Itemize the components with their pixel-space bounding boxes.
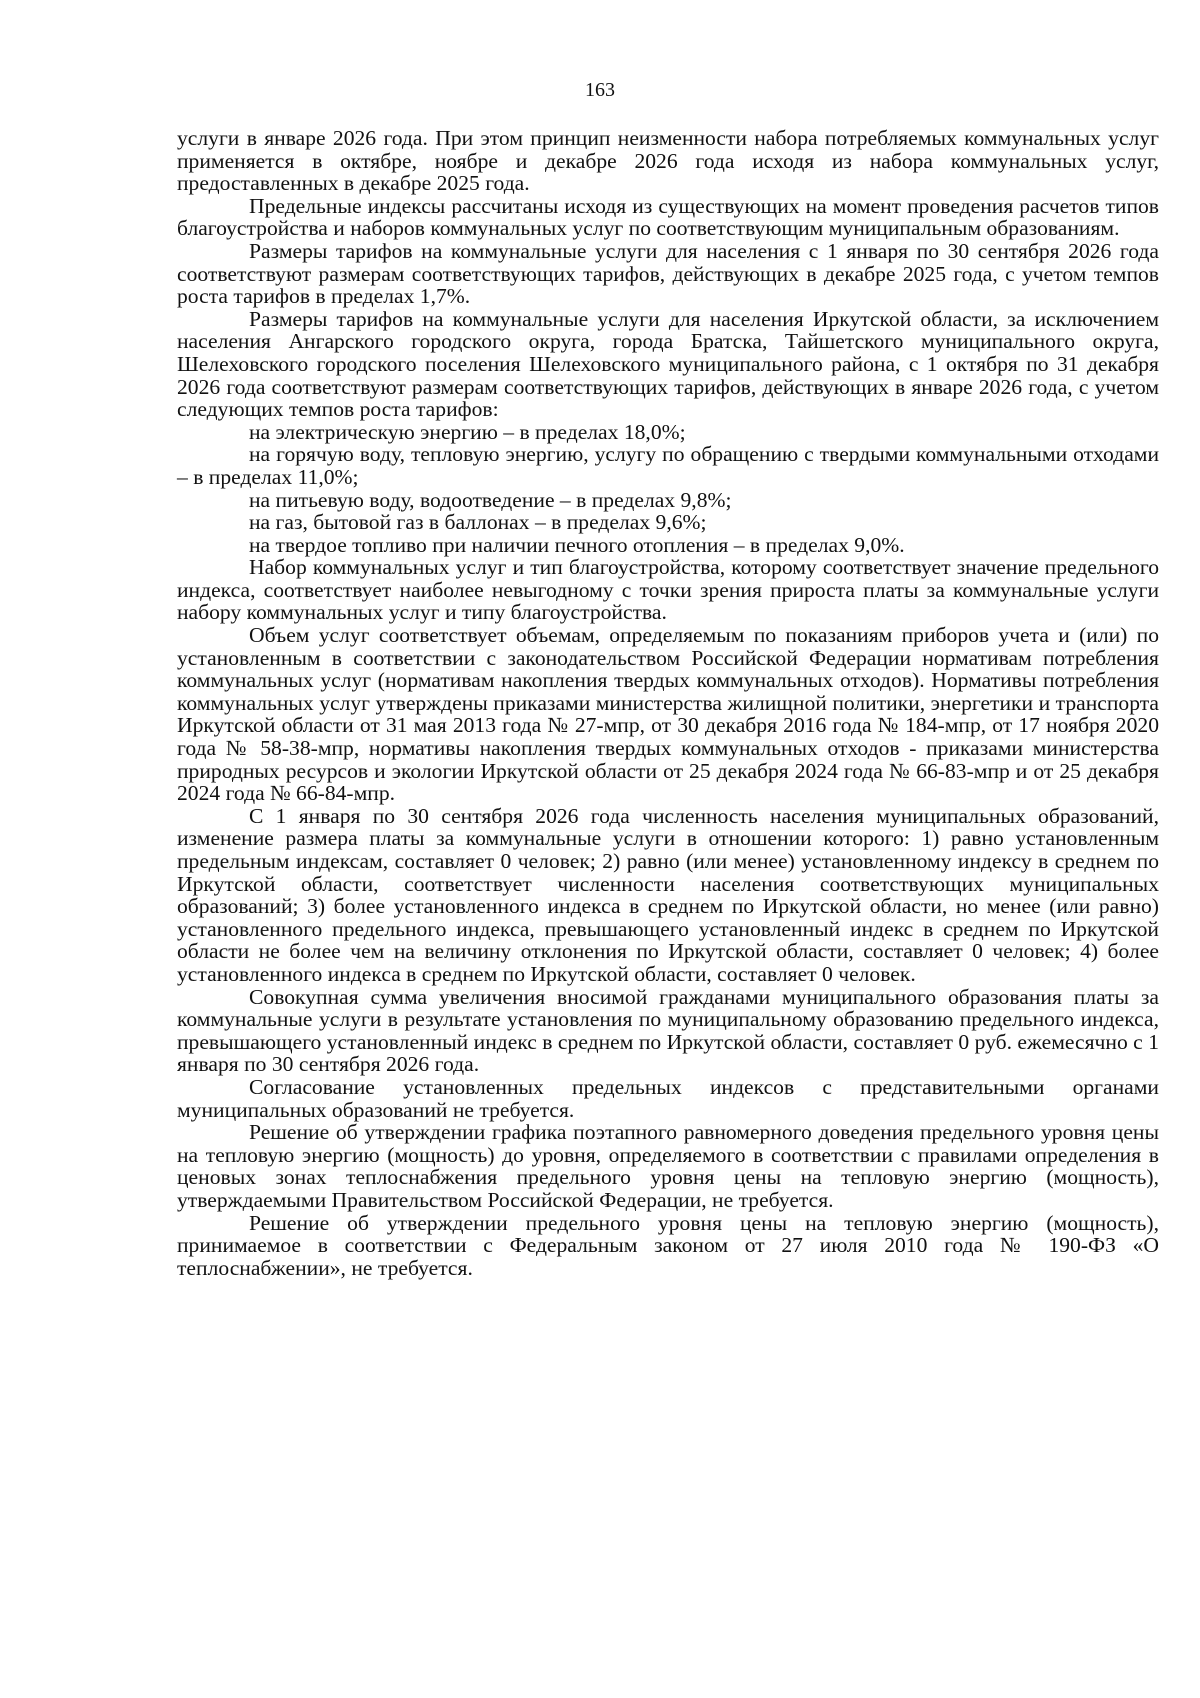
list-item-gas: на газ, бытовой газ в баллонах – в пределах 9,6%; [249, 510, 707, 535]
paragraph-tariffs-jan-sep: Размеры тарифов на коммунальные услуги для населения с 1 января по 30 сентября 2026 года соответствуют размерам соответствующих тарифов, действующих в декабре 2025 года, с учетом темпов роста тарифов в пределах 1,7%. [177, 238, 1159, 309]
paragraph-approval: Согласование установленных предельных индексов с представительными органами муниципальных образований не требуется. [177, 1074, 1159, 1122]
paragraph-indices-calculation: Предельные индексы рассчитаны исходя из существующих на момент проведения расчетов типов благоустройства и наборов коммунальных услуг по соответствующим муниципальным образованиям. [177, 193, 1159, 241]
paragraph-services-set: Набор коммунальных услуг и тип благоустройства, которому соответствует значение предельного индекса, соответствует наиболее невыгодному с точки зрения прироста платы за коммунальные услуги набору коммунальных услуг и типу благоустройства. [177, 555, 1159, 625]
page-number: 163 [585, 79, 615, 101]
paragraph-heat-price-schedule: Решение об утверждении графика поэтапного равномерного доведения предельного уровня цены на тепловую энергию (мощность) до уровня, определяемого в соответствии с правилами определения в ценовых зонах теплоснабжения предельного уровня цены на тепловую энергию (мощность), утверждаемыми Правительством Российской Федерации, не требуется. [177, 1120, 1159, 1212]
paragraph-total-sum: Совокупная сумма увеличения вносимой гражданами муниципального образования платы за коммунальные услуги в результате установления по муниципальному образованию предельного индекса, превышающего установленный индекс в среднем по Иркутской области, составляет 0 руб. ежемесячно с 1 января по 30 сентября 2026 года. [177, 984, 1159, 1077]
paragraph-service-volume: Объем услуг соответствует объемам, определяемым по показаниям приборов учета и (или) по установленным в соответствии с законодательством Российской Федерации нормативам потребления коммунальных услуг (нормативам накопления твердых коммунальных отходов). Нормативы потребления коммунальных услуг утверждены приказами министерства жилищной политики, энергетики и транспорта Иркутской области от 31 мая 2013 года № 27-мпр, от 30 декабря 2016 года № 184-мпр, от 17 ноября 2020 года № 58-38-мпр, нормативы накопления твердых коммунальных отходов - приказами министерства природных ресурсов и экологии Иркутской области от 25 декабря 2024 года № 66-83-мпр и от 25 декабря 2024 года № 66-84-мпр. [177, 623, 1159, 806]
list-item-electricity: на электрическую энергию – в пределах 18,0%; [249, 419, 686, 444]
paragraph-population: С 1 января по 30 сентября 2026 года численность населения муниципальных образований, изменение размера платы за коммунальные услуги в отношении которого: 1) равно установленным предельным индексам, составляет 0 человек; 2) равно (или менее) установленному индексу в среднем по Иркутской области, соответствует численности населения соответствующих муниципальных образований; 3) более установленного индекса в среднем по Иркутской области, но менее (или равно) установленного предельного индекса, превышающего установленный индекс в среднем по Иркутской области не более чем на величину отклонения по Иркутской области, составляет 0 человек; 4) более установленного индекса в среднем по Иркутской области, составляет 0 человек. [177, 803, 1159, 986]
paragraph-continuation: услуги в январе 2026 года. При этом принцип неизменности набора потребляемых коммунальных услуг применяется в октябре, ноябре и декабре 2026 года исходя из набора коммунальных услуг, предоставленных в декабре 2025 года. [177, 126, 1159, 196]
paragraph-tariffs-oct-dec: Размеры тарифов на коммунальные услуги для населения Иркутской области, за исключением населения Ангарского городского округа, города Братска, Тайшетского муниципального округа, Шелеховского городского поселения Шелеховского муниципального района, с 1 октября по 31 декабря 2026 года соответствуют размерам соответствующих тарифов, действующих в январе 2026 года, с учетом следующих темпов роста тарифов: [177, 306, 1159, 422]
paragraph-heat-price-decision: Решение об утверждении предельного уровня цены на тепловую энергию (мощность), принимаемое в соответствии с Федеральным законом от 27 июля 2010 года № 190-ФЗ «О теплоснабжении», не требуется. [177, 1210, 1159, 1280]
list-item-drinking-water: на питьевую воду, водоотведение – в пределах 9,8%; [249, 487, 732, 512]
document-body [177, 127, 1159, 1279]
list-item-hot-water-heat-waste: на горячую воду, тепловую энергию, услугу по обращению с твердыми коммунальными отходами – в пределах 11,0%; [177, 442, 1159, 489]
list-item-solid-fuel: на твердое топливо при наличии печного отопления – в пределах 9,0%. [249, 532, 905, 557]
